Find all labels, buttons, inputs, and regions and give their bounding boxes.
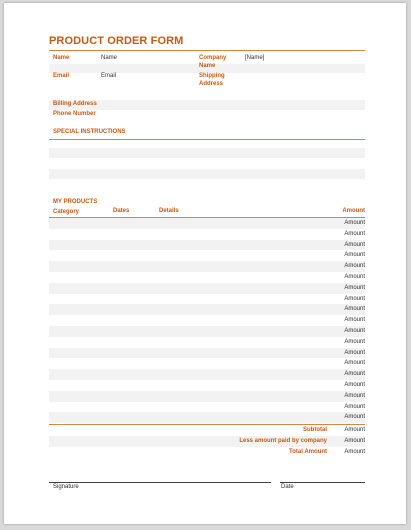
name-label: Name [53, 55, 70, 61]
product-row-amount[interactable]: Amount [344, 371, 365, 378]
dates-column-header: Dates [113, 208, 130, 214]
product-row-amount[interactable]: Amount [344, 274, 365, 280]
title-rule [49, 50, 365, 51]
summary-label: Subtotal [303, 427, 327, 433]
product-row-amount[interactable]: Amount [344, 317, 365, 324]
email-label: Email [53, 73, 70, 79]
product-row-amount[interactable]: Amount [344, 392, 365, 399]
details-column-header: Details [159, 208, 179, 214]
signature-label: Signature [53, 484, 79, 490]
product-row-amount[interactable]: Amount [344, 360, 365, 367]
company-value[interactable]: [Name] [245, 55, 265, 61]
product-row-amount[interactable]: Amount [344, 349, 365, 356]
phone-number-label: Phone Number [53, 111, 96, 117]
product-row-amount[interactable]: Amount [344, 220, 365, 226]
product-row-amount[interactable]: Amount [344, 306, 365, 313]
special-instructions-rule [49, 139, 365, 140]
product-row-amount[interactable]: Amount [344, 241, 365, 248]
amount-column-header: Amount [342, 208, 365, 214]
product-row-amount[interactable]: Amount [344, 263, 365, 270]
special-instructions-label: SPECIAL INSTRUCTIONS [53, 129, 126, 135]
summary-rule [49, 424, 365, 425]
product-row-amount[interactable]: Amount [344, 414, 365, 421]
category-column-header: Category [53, 209, 80, 215]
date-label: Date [281, 484, 294, 490]
product-row-amount[interactable]: Amount [344, 252, 365, 259]
product-row-amount[interactable]: Amount [344, 382, 365, 388]
shipping-label-line2: Address [199, 81, 224, 87]
shipping-label-line1: Shipping [199, 73, 225, 79]
product-row-amount[interactable]: Amount [344, 328, 365, 334]
billing-address-label: Billing Address [53, 101, 97, 107]
email-value[interactable]: Email [101, 73, 117, 79]
my-products-label: MY PRODUCTS [53, 199, 98, 205]
company-label-line2: Name [199, 63, 216, 69]
instructions-band-2[interactable] [49, 169, 365, 179]
date-line[interactable] [280, 482, 365, 483]
summary-label: Less amount paid by company [239, 437, 327, 444]
instructions-band-1[interactable] [49, 148, 365, 158]
summary-amount[interactable]: Amount [344, 427, 365, 433]
company-label-line1: Company [199, 55, 227, 61]
product-row-amount[interactable]: Amount [344, 338, 365, 345]
product-row-amount[interactable]: Amount [344, 403, 365, 410]
signature-line[interactable] [49, 482, 271, 483]
name-value[interactable]: Name [101, 55, 118, 61]
summary-amount[interactable]: Amount [344, 448, 365, 455]
summary-label: Total Amount [289, 448, 327, 455]
product-row-amount[interactable]: Amount [344, 295, 365, 302]
product-row-amount[interactable]: Amount [344, 284, 365, 291]
form-title: PRODUCT ORDER FORM [49, 35, 184, 47]
document-page [4, 3, 406, 524]
product-row-amount[interactable]: Amount [344, 230, 365, 237]
summary-amount[interactable]: Amount [344, 437, 365, 444]
